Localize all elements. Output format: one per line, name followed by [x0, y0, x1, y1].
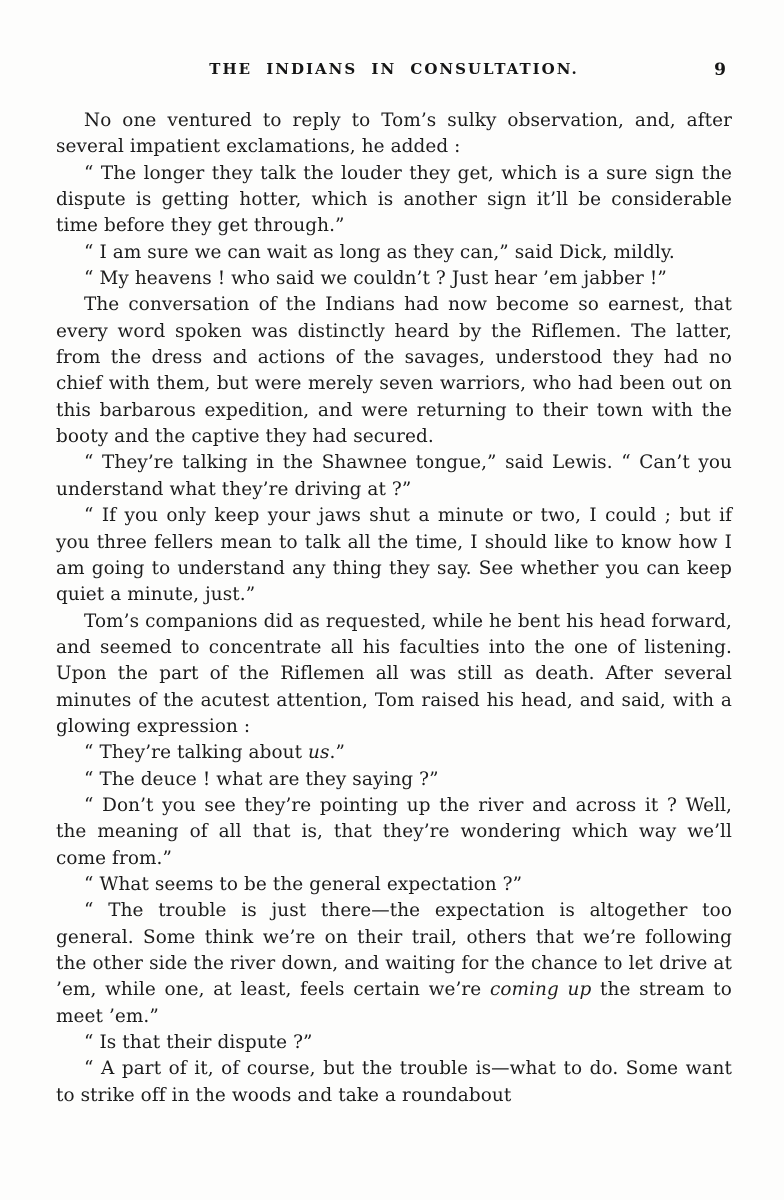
text-run: “ My heavens ! who said we couldn’t ? Just hear ’em jabber !” — [84, 268, 667, 290]
paragraph — [56, 503, 732, 608]
paragraph — [56, 161, 732, 240]
text-run: “ Don’t you see they’re pointing up the river and across it ? Well, the meaning of all that is, that they’re wondering which way we’ll come from.” — [56, 794, 732, 869]
text-run: No one ventured to reply to Tom’s sulky observation, and, after several impatient exclamations, he added : — [56, 110, 732, 158]
paragraph — [56, 1056, 732, 1109]
paragraph — [56, 1030, 732, 1056]
page-number: 9 — [714, 60, 726, 80]
text-run: “ I am sure we can wait as long as they can,” said Dick, mildly. — [84, 241, 675, 263]
paragraph — [56, 292, 732, 450]
text-run: “ Is that their dispute ?” — [84, 1032, 313, 1054]
text-run: “ They’re talking about — [84, 742, 309, 764]
running-header — [62, 60, 726, 82]
paragraph — [56, 450, 732, 503]
paragraph — [56, 767, 732, 793]
paragraph — [56, 108, 732, 161]
paragraph — [56, 740, 732, 766]
paragraph — [56, 266, 732, 292]
text-run: The conversation of the Indians had now become so earnest, that every word spoken was distinctly heard by the Riflemen. The latter, from the dress and actions of the savages, understood they had no chief with them, but were merely seven warriors, who had been out on this barbarous expedition, and were returning to their town with the booty and the captive they had secured. — [56, 294, 732, 448]
text-run: “ The trouble is just there—the expectation is altogether too general. Some think we’re on their trail, others that we’re following the other side the river down, and waiting for the chance to let drive at ’em, while one, at least, feels certain we’re — [56, 900, 732, 1001]
paragraph — [56, 872, 732, 898]
italic-text-run: us — [308, 742, 330, 764]
text-run: “ The longer they talk the louder they get, which is a sure sign the dispute is getting hotter, which is another sign it’ll be considerable time before they get through.” — [56, 162, 732, 237]
paragraph — [56, 898, 732, 1030]
text-run: .” — [329, 742, 345, 764]
text-run: “ The deuce ! what are they saying ?” — [84, 768, 439, 790]
italic-text-run: coming up — [489, 979, 592, 1001]
text-run: “ They’re talking in the Shawnee tongue,” said Lewis. “ Can’t you understand what they’re driving at ?” — [56, 452, 732, 500]
text-run: “ What seems to be the general expectation ?” — [84, 873, 523, 895]
paragraph — [56, 609, 732, 741]
paragraph — [56, 793, 732, 872]
header-title: THE INDIANS IN CONSULTATION. — [209, 60, 579, 78]
text-run: the stream to meet ’em.” — [56, 979, 732, 1027]
text-run: “ If you only keep your jaws shut a minute or two, I could ; but if you three fellers mean to talk all the time, I should like to know how I am going to understand any thing they say. See whether you can keep quiet a minute, just.” — [56, 505, 732, 606]
page-text — [56, 108, 732, 1109]
paragraph — [56, 240, 732, 266]
text-run: “ A part of it, of course, but the trouble is—what to do. Some want to strike off in the woods and take a roundabout — [56, 1058, 732, 1106]
text-run: Tom’s companions did as requested, while he bent his head forward, and seemed to concentrate all his faculties into the one of listening. Upon the part of the Riflemen all was still as death. After several minutes of the acutest attention, Tom raised his head, and said, with a glowing expression : — [56, 610, 732, 737]
